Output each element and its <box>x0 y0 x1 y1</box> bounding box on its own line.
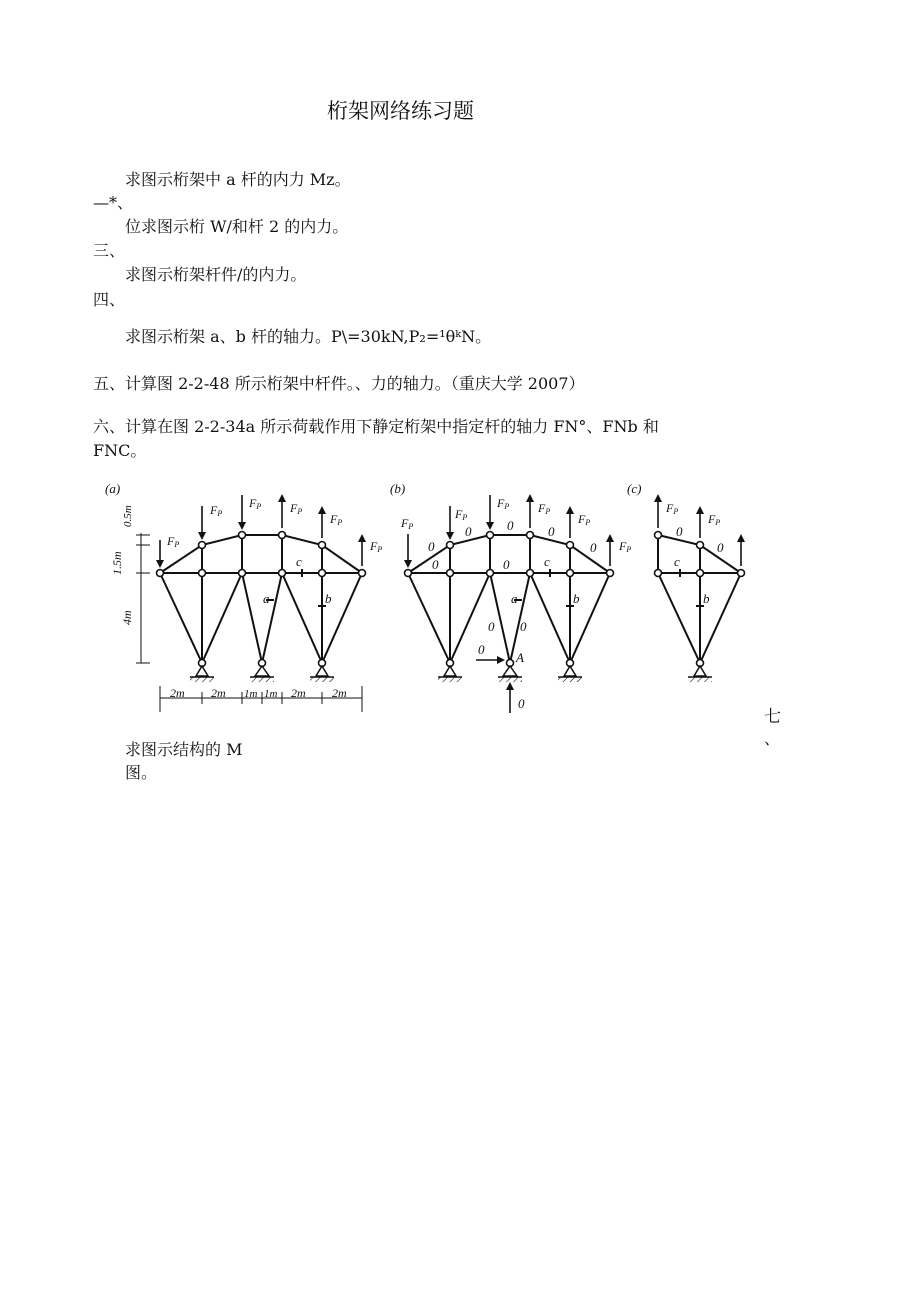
panel-b-label: (b) <box>390 481 406 496</box>
svg-text:0: 0 <box>507 518 514 533</box>
svg-text:FP: FP <box>401 516 414 531</box>
svg-text:FP: FP <box>290 501 303 516</box>
svg-text:FP: FP <box>330 512 343 527</box>
svg-text:0: 0 <box>520 619 527 634</box>
svg-text:FP: FP <box>167 534 180 549</box>
question-7-comma: 、 <box>764 729 781 748</box>
svg-text:1m: 1m <box>244 688 258 700</box>
svg-text:FP: FP <box>578 512 591 527</box>
question-6-line-2: FNC。 <box>93 441 147 460</box>
question-4-number: 四、 <box>93 290 126 309</box>
member-b-label: b <box>325 591 332 606</box>
svg-text:1.5m: 1.5m <box>110 551 124 575</box>
svg-text:2m: 2m <box>332 686 347 700</box>
panel-b-nodes <box>405 532 614 667</box>
svg-text:1m: 1m <box>264 688 278 700</box>
question-4-text: 求图示桁架 a、b 杆的轴力。P\=30kN,P₂=¹θᵏN。 <box>125 327 492 346</box>
svg-text:4m: 4m <box>120 610 134 625</box>
member-b-label-b: b <box>573 591 580 606</box>
svg-text:FP: FP <box>538 501 551 516</box>
svg-text:0: 0 <box>548 524 555 539</box>
panel-a-label: (a) <box>105 481 121 496</box>
panel-c-support <box>688 666 712 682</box>
member-c-label: c <box>296 554 302 569</box>
svg-text:FP: FP <box>455 507 468 522</box>
panel-c-truss <box>627 481 741 663</box>
svg-text:2m: 2m <box>211 686 226 700</box>
support-A-label: A <box>516 650 524 665</box>
svg-text:FP: FP <box>249 496 262 511</box>
member-c-label-c: c <box>674 554 680 569</box>
svg-text:0: 0 <box>432 557 439 572</box>
svg-text:0: 0 <box>518 696 525 711</box>
question-1-text: 求图示桁架中 a 杆的内力 Mz。 <box>125 170 351 189</box>
panel-c-labels <box>665 501 724 606</box>
question-3-number: 三、 <box>93 241 126 260</box>
panel-a-supports <box>190 666 334 682</box>
question-7-text-2: 图。 <box>125 763 158 782</box>
svg-text:0: 0 <box>717 540 724 555</box>
svg-text:FP: FP <box>666 501 679 516</box>
svg-text:2m: 2m <box>291 686 306 700</box>
svg-text:FP: FP <box>619 539 632 554</box>
svg-text:0: 0 <box>465 524 472 539</box>
panel-b-supports <box>438 666 582 682</box>
member-a-label-b: a <box>511 591 518 606</box>
svg-text:0: 0 <box>676 524 683 539</box>
svg-text:0: 0 <box>503 557 510 572</box>
svg-text:FP: FP <box>210 503 223 518</box>
question-2-text: 位求图示桁 W/和杆 2 的内力。 <box>125 217 349 236</box>
question-6-line-1: 六、计算在图 2-2-34a 所示荷载作用下静定桁架中指定杆的轴力 FN°、FNb 和 <box>93 417 659 436</box>
member-c-label-b: c <box>544 554 550 569</box>
page-title: 桁架网络练习题 <box>327 99 474 123</box>
question-3-text: 求图示桁架杆件/的内力。 <box>125 265 307 284</box>
svg-text:2m: 2m <box>170 686 185 700</box>
svg-text:0: 0 <box>488 619 495 634</box>
question-7-number: 七 <box>764 707 781 727</box>
svg-text:0.5m: 0.5m <box>122 505 134 527</box>
svg-text:0: 0 <box>428 539 435 554</box>
svg-text:FP: FP <box>708 512 721 527</box>
panel-a-nodes <box>157 532 366 667</box>
svg-text:0: 0 <box>590 540 597 555</box>
svg-text:0: 0 <box>478 642 485 657</box>
question-2-number: —*、 <box>93 193 134 212</box>
member-b-label-c: b <box>703 591 710 606</box>
svg-text:FP: FP <box>497 496 510 511</box>
question-5: 五、计算图 2-2-48 所示桁架中杆件。、力的轴力。（重庆大学 2007） <box>93 374 585 393</box>
member-a-label: a <box>263 591 270 606</box>
svg-text:FP: FP <box>370 539 383 554</box>
panel-c-label: (c) <box>627 481 642 496</box>
question-7-text-1: 求图示结构的 M <box>125 740 243 759</box>
